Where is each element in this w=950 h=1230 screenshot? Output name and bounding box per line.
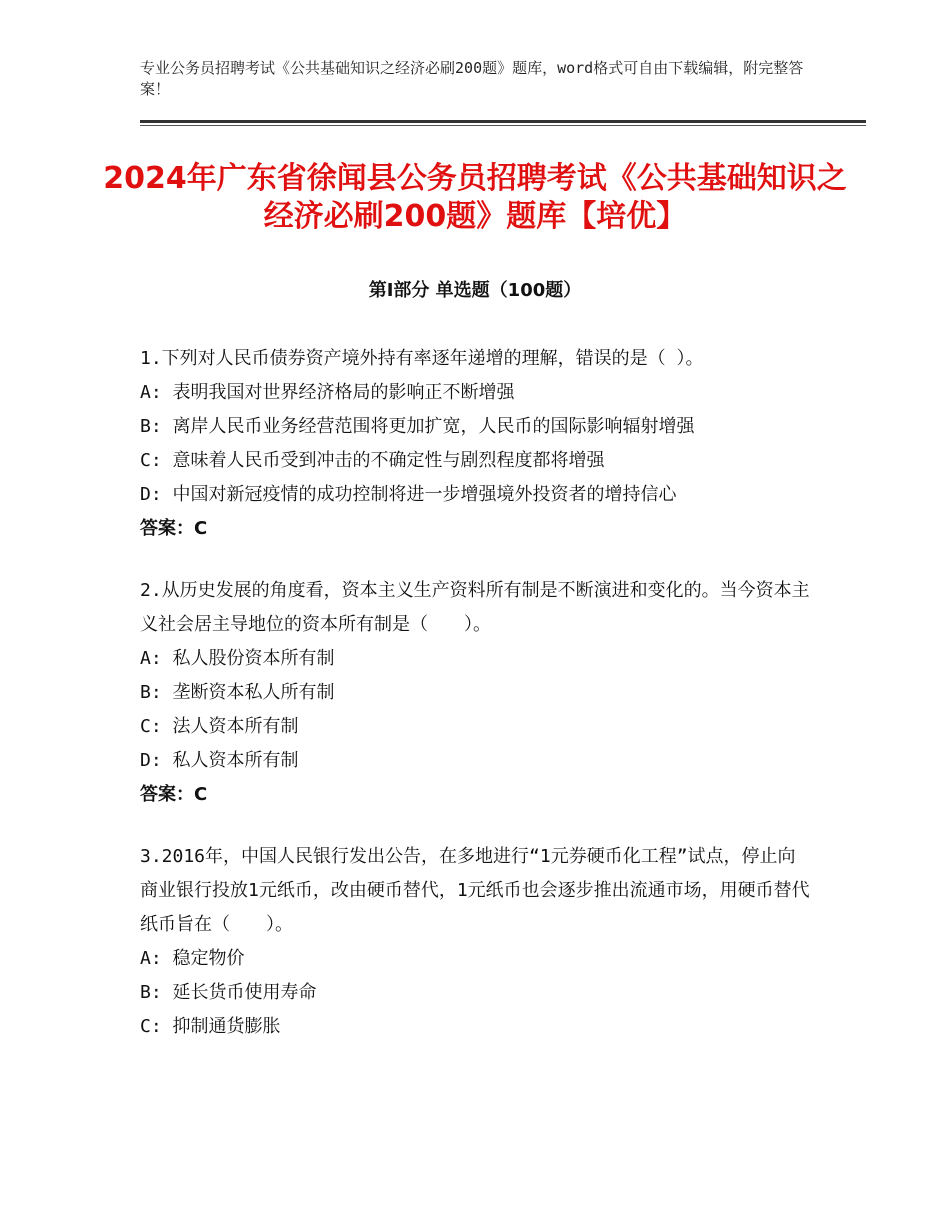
- option-a: A: 表明我国对世界经济格局的影响正不断增强: [140, 382, 515, 403]
- option-b: B: 垄断资本私人所有制: [140, 682, 335, 703]
- option-b: B: 延长货币使用寿命: [140, 982, 317, 1003]
- answer: 答案：C: [140, 784, 208, 805]
- question-2: [140, 574, 810, 812]
- option-c: C: 抑制通货膨胀: [140, 1016, 281, 1037]
- option-d: D: 中国对新冠疫情的成功控制将进一步增强境外投资者的增持信心: [140, 484, 677, 505]
- question-3: [140, 840, 810, 1044]
- option-a: A: 私人股份资本所有制: [140, 648, 335, 669]
- section-heading: 第Ⅰ部分 单选题（100题）: [368, 280, 582, 301]
- question-stem: 3.2016年，中国人民银行发出公告，在多地进行“1元券硬币化工程”试点，停止向商业银行投放1元纸币，改由硬币替代，1元纸币也会逐步推出流通市场，用硬币替代纸币旨在（ ）。: [140, 846, 810, 935]
- document-title: 2024年广东省徐闻县公务员招聘考试《公共基础知识之经济必刷200题》题库【培优】: [103, 161, 847, 234]
- answer: 答案：C: [140, 518, 208, 539]
- option-b: B: 离岸人民币业务经营范围将更加扩宽，人民币的国际影响辐射增强: [140, 416, 695, 437]
- question-stem: 1.下列对人民币债券资产境外持有率逐年递增的理解，错误的是（ ）。: [140, 348, 704, 369]
- header-note: 专业公务员招聘考试《公共基础知识之经济必刷200题》题库，word格式可自由下载编辑，附完整答案！: [140, 59, 804, 98]
- option-c: C: 法人资本所有制: [140, 716, 299, 737]
- header-divider-thick: [140, 120, 866, 123]
- question-list: [140, 342, 810, 1072]
- option-a: A: 稳定物价: [140, 948, 245, 969]
- question-stem: 2.从历史发展的角度看，资本主义生产资料所有制是不断演进和变化的。当今资本主义社会居主导地位的资本所有制是（ ）。: [140, 580, 810, 635]
- header-divider-thin: [140, 125, 866, 126]
- option-c: C: 意味着人民币受到冲击的不确定性与剧烈程度都将增强: [140, 450, 605, 471]
- question-1: [140, 342, 810, 546]
- option-d: D: 私人资本所有制: [140, 750, 299, 771]
